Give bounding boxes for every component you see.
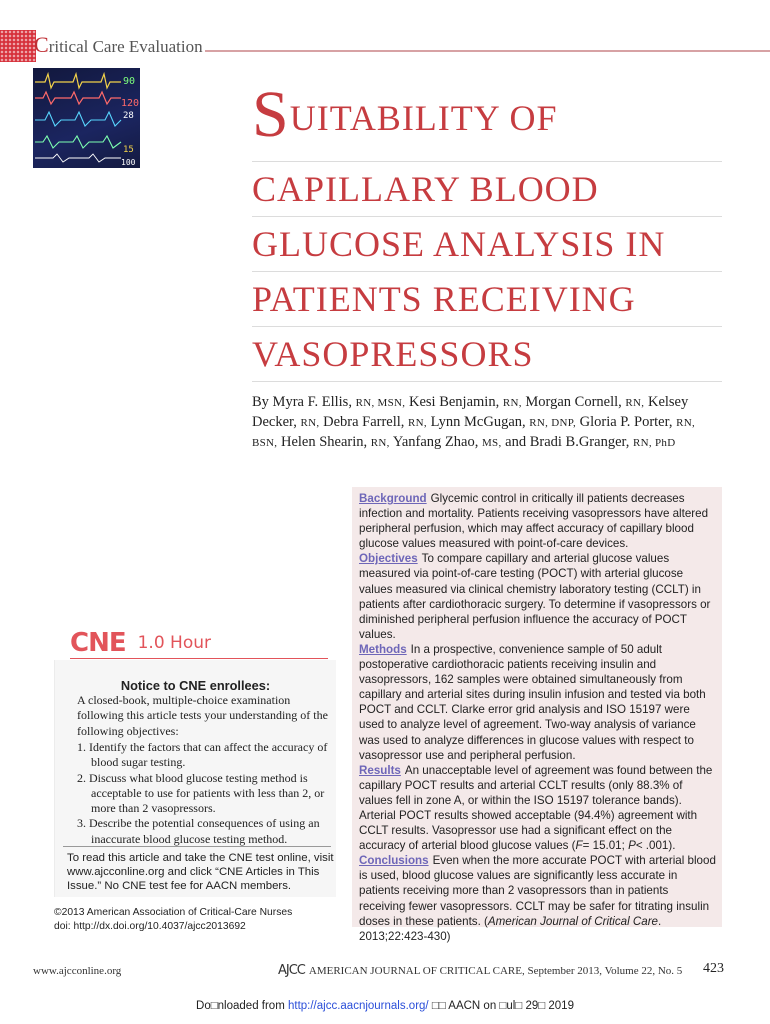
footer-journal — [278, 963, 682, 978]
section-label — [34, 32, 203, 58]
abstract-heading[interactable]: Objectives — [359, 552, 418, 566]
title-line: CAPILLARY BLOOD — [252, 162, 722, 217]
title-line: GLUCOSE ANALYSIS IN — [252, 217, 722, 272]
doi-text: doi: http://dx.doi.org/10.4037/ajcc2013692 — [54, 921, 246, 933]
notice-intro: A closed-book, multiple-choice examination following this article tests your understanding of the following objectives: — [77, 693, 328, 738]
author-credentials: MS, — [481, 437, 502, 449]
header-rule — [205, 50, 770, 52]
author-name: Kesi Benjamin, — [408, 394, 500, 410]
author-name: and Bradi B.Granger, — [505, 434, 630, 450]
author-name: Gloria P. Porter, — [579, 414, 673, 430]
monitor-waveforms — [33, 68, 140, 168]
abstract-heading[interactable]: Results — [359, 763, 401, 777]
abstract-results — [359, 763, 716, 854]
abstract-background — [359, 491, 716, 551]
title-initial: S — [252, 78, 290, 151]
abstract-methods — [359, 642, 716, 763]
copyright-text: ©2013 American Association of Critical-Care Nurses — [54, 907, 293, 918]
notice-title: Notice to CNE enrollees: — [120, 678, 271, 693]
abstract-heading[interactable]: Conclusions — [359, 854, 429, 868]
author-name: By Myra F. Ellis, — [252, 394, 352, 410]
author-credentials: RN, PhD — [633, 437, 676, 449]
citation-text: . 2013;22:423-430) — [359, 914, 662, 943]
title-line: VASOPRESSORS — [252, 327, 722, 382]
author-credentials: BSN, — [252, 437, 278, 449]
title-text: UITABILITY OF — [289, 98, 558, 138]
header-pattern — [0, 30, 36, 62]
section-rest: ritical Care Evaluation — [48, 37, 203, 56]
download-link[interactable]: http://ajcc.aacnjournals.org/ — [287, 1000, 429, 1012]
author-credentials: RN, — [676, 417, 696, 429]
author-list — [252, 393, 722, 453]
author-credentials: RN, — [300, 417, 320, 429]
objective-item: 2. Discuss what blood glucose testing method is acceptable to use for patients with less than 2, or more than 2 vasopressors. — [77, 770, 325, 816]
author-credentials: RN, DNP, — [529, 417, 576, 429]
abstract-text: Glycemic control in critically ill patients decreases infection and mortality. Patients receiving vasopressors have altered peripheral perfusion, which may affect accuracy of capillary blood glucose values measured with point-of-care devices. — [359, 492, 709, 551]
abstract-box — [352, 487, 722, 943]
title-line: PATIENTS RECEIVING — [252, 272, 722, 327]
author-name: Kelsey — [647, 394, 689, 410]
objectives-list — [77, 740, 332, 847]
author-name: Decker, — [252, 414, 297, 430]
download-prefix: Do□nloaded from — [196, 1000, 288, 1012]
journal-text: AMERICAN JOURNAL OF CRITICAL CARE, September 2013, Volume 22, No. 5 — [308, 965, 683, 977]
monitor-reading: 28 — [123, 111, 134, 121]
author-name: Lynn McGugan, — [430, 414, 526, 430]
objective-item: 1. Identify the factors that can affect the accuracy of blood sugar testing. — [77, 740, 328, 770]
monitor-reading: 90 — [123, 76, 136, 87]
page-number: 423 — [703, 961, 724, 976]
abstract-text: Even when the more accurate POCT with arterial blood is used, blood glucose values are significantly less accurate in patients receiving more than 2 vasopressors than in patients receiving fewer vasopressors. CCLT may be safer for titrating insulin doses in these patients. ( — [359, 854, 716, 928]
notice-footer: To read this article and take the CNE test online, visit www.ajcconline.org and click “CNE Articles in This Issue.” No CNE test fee for AACN members. — [67, 852, 334, 892]
abstract-text: < .001). — [635, 839, 676, 853]
footer-url[interactable]: www.ajcconline.org — [33, 965, 122, 977]
monitor-reading: 15 — [123, 145, 134, 155]
cne-rule — [70, 658, 328, 659]
abstract-text: To compare capillary and arterial glucose values measured via point-of-care testing (POCT) with arterial glucose values measured via clinical chemistry laboratory testing (CCLT) in patients after cardiothoracic surgery. To determine if vasopressors or diminished peripheral perfusion influence the accuracy of POCT values. — [359, 552, 711, 641]
stat-symbol: F — [575, 839, 583, 853]
author-name: Yanfang Zhao, — [392, 434, 479, 450]
notice-divider — [63, 846, 331, 847]
cne-logo: CNE — [70, 628, 126, 658]
author-credentials: RN, — [625, 397, 645, 409]
copyright-block — [54, 906, 292, 935]
cne-notice-box — [54, 660, 336, 897]
journal-logo: AJCC — [278, 963, 305, 978]
cne-badge — [70, 627, 211, 659]
author-name: Helen Shearin, — [280, 434, 368, 450]
abstract-text: An unacceptable level of agreement was found between the capillary POCT results and arterial CCLT results (only 88.3% of values fell in zone A, or within the ISO 15197 tolerance bands). Arterial POCT results showed acceptable (94.4%) agreement with CCLT results. Vasopressor use had a significant effect on the accuracy of arterial blood glucose values ( — [359, 763, 713, 853]
abstract-text: In a prospective, convenience sample of 50 adult postoperative cardiothoracic patients receiving insulin and vasopressors, 162 samples were obtained simultaneously from capillary and arterial sites during insulin infusion and tested via both POCT and CCLT. Clarke error grid analysis and ISO 15197 were used to analyze level of agreement. Two-way analysis of variance was used to analyze differences in glucose values with respect to vasopressor use and peripheral perfusion. — [359, 642, 706, 762]
abstract-text: = 15.01; — [582, 839, 629, 853]
cne-hours: 1.0 Hour — [137, 633, 211, 653]
section-initial: C — [34, 32, 49, 57]
author-credentials: RN, — [502, 397, 522, 409]
patient-monitor-image — [33, 68, 140, 168]
monitor-reading: 120 — [121, 98, 140, 109]
abstract-conclusions — [359, 853, 716, 944]
abstract-heading[interactable]: Background — [359, 492, 427, 505]
citation-journal: American Journal of Critical Care — [487, 914, 659, 928]
author-credentials: RN, — [370, 437, 390, 449]
article-title — [252, 78, 722, 382]
title-line — [252, 78, 722, 162]
objective-item: 3. Describe the potential consequences of using an inaccurate blood glucose testing method. — [77, 816, 320, 846]
monitor-reading: 100 — [121, 158, 136, 167]
download-suffix: □□ AACN on □ul□ 29□ 2019 — [428, 1000, 574, 1012]
stat-symbol: P — [628, 839, 636, 853]
author-name: Morgan Cornell, — [525, 394, 622, 410]
abstract-heading[interactable]: Methods — [359, 642, 407, 656]
abstract-objectives — [359, 551, 716, 642]
author-credentials: RN, — [408, 417, 427, 429]
download-notice — [0, 1000, 770, 1012]
author-credentials: RN, MSN, — [355, 397, 406, 409]
author-name: Debra Farrell, — [323, 414, 405, 430]
